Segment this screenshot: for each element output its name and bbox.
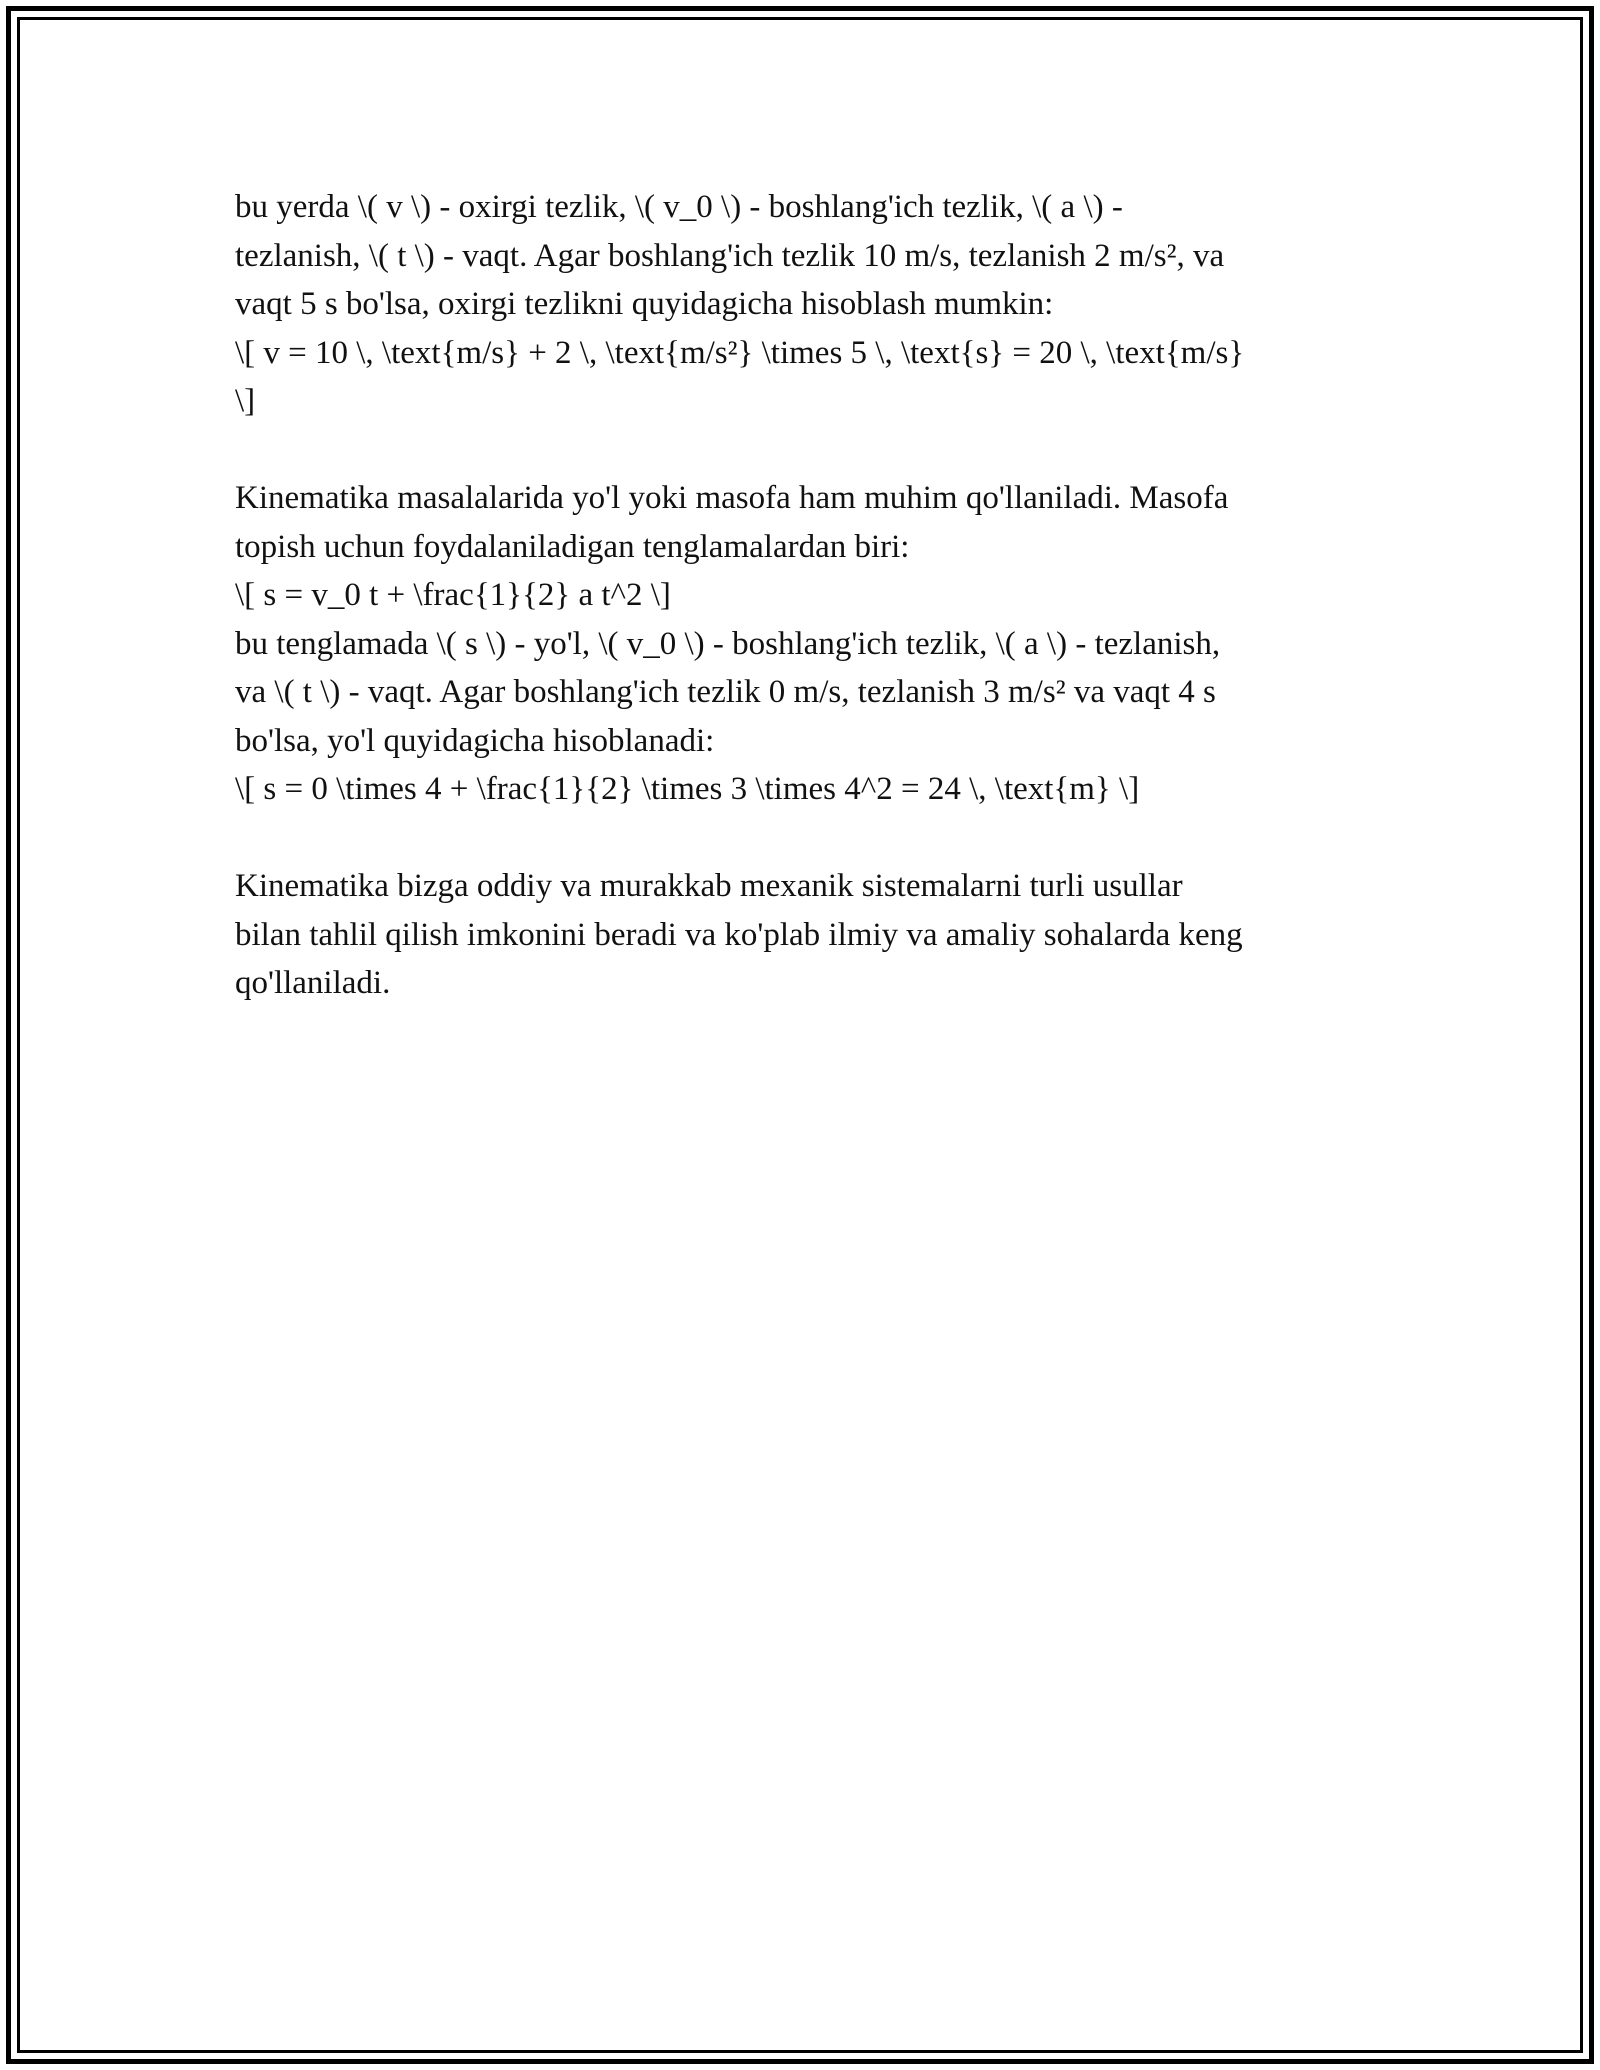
formula-line: \]	[235, 383, 256, 419]
formula-line: \[ s = 0 \times 4 + \frac{1}{2} \times 3 \times 4^2 = 24 \, \text{m} \]	[235, 771, 1140, 807]
text-line: Kinematika masalalarida yo'l yoki masofa ham muhim qo'llaniladi. Masofa	[235, 480, 1229, 516]
document-body	[235, 183, 1365, 1056]
text-line: bilan tahlil qilish imkonini beradi va ko'plab ilmiy va amaliy sohalarda keng	[235, 916, 1243, 953]
paragraph-distance	[235, 474, 1365, 814]
text-line: topish uchun foydalaniladigan tenglamalardan biri:	[235, 528, 910, 565]
formula-line: \[ v = 10 \, \text{m/s} + 2 \, \text{m/s²} \times 5 \, \text{s} = 20 \, \text{m/s}	[235, 334, 1245, 371]
paragraph-conclusion	[235, 862, 1365, 1008]
text-line: qo'llaniladi.	[235, 965, 391, 1001]
formula-line: \[ s = v_0 t + \frac{1}{2} a t^2 \]	[235, 577, 671, 613]
text-line: vaqt 5 s bo'lsa, oxirgi tezlikni quyidagicha hisoblash mumkin:	[235, 286, 1054, 322]
text-line: bo'lsa, yo'l quyidagicha hisoblanadi:	[235, 722, 715, 759]
text-line: Kinematika bizga oddiy va murakkab mexanik sistemalarni turli usullar	[235, 868, 1183, 904]
text-line: tezlanish, \( t \) - vaqt. Agar boshlang'ich tezlik 10 m/s, tezlanish 2 m/s², va	[235, 237, 1225, 274]
text-line: bu yerda \( v \) - oxirgi tezlik, \( v_0 \) - boshlang'ich tezlik, \( a \) -	[235, 189, 1123, 225]
text-line: va \( t \) - vaqt. Agar boshlang'ich tezlik 0 m/s, tezlanish 3 m/s² va vaqt 4 s	[235, 674, 1216, 710]
paragraph-velocity	[235, 183, 1365, 426]
text-line: bu tenglamada \( s \) - yo'l, \( v_0 \) - boshlang'ich tezlik, \( a \) - tezlanish,	[235, 625, 1221, 662]
